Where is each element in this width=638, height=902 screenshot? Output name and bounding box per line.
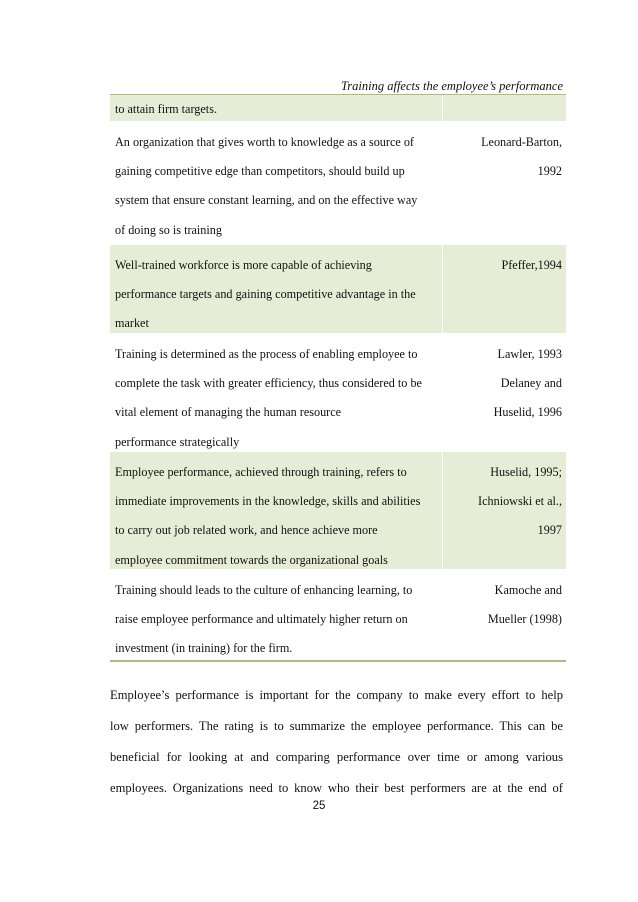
table-cell-description <box>110 334 442 451</box>
table-cell-source <box>446 122 566 244</box>
table-row <box>110 245 566 334</box>
table-row <box>110 122 566 245</box>
source-citation: Mueller (1998) <box>487 612 562 627</box>
description-line: An organization that gives worth to knowledge as a source of <box>115 135 414 149</box>
table-cell-description <box>110 452 442 569</box>
description-line: Training is determined as the process of enabling employee to <box>115 347 418 361</box>
description-line: of doing so is training <box>115 222 222 237</box>
description-line: gaining competitive edge than competitors, should build up <box>115 164 405 179</box>
table-cell-description <box>110 245 442 333</box>
source-citation: Leonard-Barton, <box>481 135 562 149</box>
description-line: to attain firm targets. <box>115 102 217 116</box>
table-cell-source <box>446 95 566 121</box>
table-cell-description <box>110 95 442 121</box>
description-line: performance targets and gaining competitive advantage in the <box>115 287 416 302</box>
description-line: Employee performance, achieved through training, refers to <box>115 465 407 479</box>
table-row <box>110 95 566 122</box>
table-cell-source <box>446 334 566 451</box>
table-cell-description <box>110 570 442 660</box>
body-line: employees. Organizations need to know who their best performers are at the end of <box>110 781 563 795</box>
description-line: market <box>115 316 149 331</box>
source-citation: Huselid, 1996 <box>493 405 562 420</box>
source-citation: Pfeffer,1994 <box>501 258 562 272</box>
source-citation: Lawler, 1993 <box>497 347 562 361</box>
description-line: employee commitment towards the organizational goals <box>115 552 388 567</box>
source-citation: Kamoche and <box>494 583 562 597</box>
body-line: beneficial for looking at and comparing performance over time or among various <box>110 750 563 764</box>
source-citation: 1992 <box>537 164 562 179</box>
table-row <box>110 452 566 570</box>
source-citation: Ichniowski et al., <box>478 494 562 509</box>
table-cell-source <box>446 452 566 569</box>
running-header: Training affects the employee’s performance <box>341 79 563 93</box>
description-line: performance strategically <box>115 434 240 449</box>
table-cell-source <box>446 570 566 660</box>
description-line: vital element of managing the human resource <box>115 405 342 420</box>
description-line: complete the task with greater efficiency, thus considered to be <box>115 376 422 391</box>
description-line: investment (in training) for the firm. <box>115 641 293 656</box>
table-cell-source <box>446 245 566 333</box>
description-line: Well-trained workforce is more capable of achieving <box>115 258 372 272</box>
body-paragraph <box>110 680 563 804</box>
source-citation: Delaney and <box>500 376 562 391</box>
literature-table <box>110 95 566 662</box>
body-line: low performers. The rating is to summarize the employee performance. This can be <box>110 719 563 733</box>
source-citation: 1997 <box>537 523 562 538</box>
description-line: Training should leads to the culture of enhancing learning, to <box>115 583 413 597</box>
page-number: 25 <box>312 800 326 812</box>
table-cell-description <box>110 122 442 244</box>
description-line: immediate improvements in the knowledge, skills and abilities <box>115 494 421 509</box>
table-row <box>110 334 566 452</box>
description-line: system that ensure constant learning, and on the effective way <box>115 193 418 208</box>
description-line: raise employee performance and ultimately higher return on <box>115 612 408 627</box>
body-line: Employee’s performance is important for the company to make every effort to help <box>110 688 563 702</box>
description-line: to carry out job related work, and hence achieve more <box>115 523 378 538</box>
table-row <box>110 570 566 662</box>
source-citation: Huselid, 1995; <box>490 465 562 479</box>
